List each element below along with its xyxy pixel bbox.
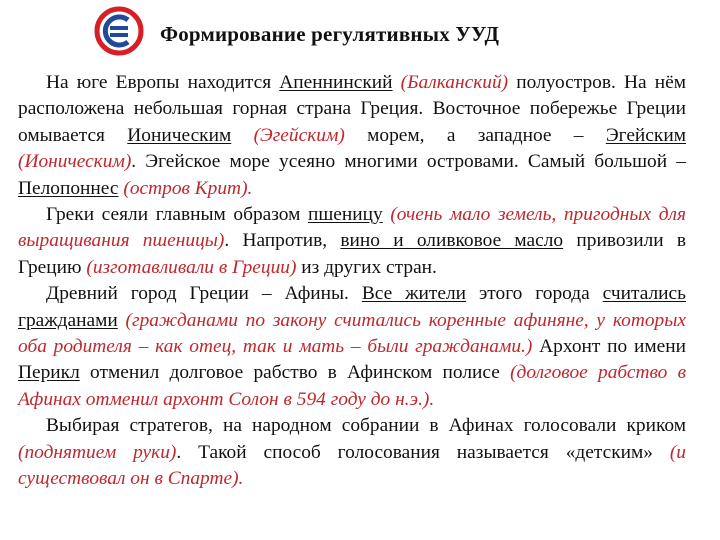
answer-text: (Балканский) [400,72,509,93]
text-segment: На юге Европы находится [46,72,280,93]
answer-text: (долговое рабство в Афинах отменил архонт Солон в 594 году до н.э.). [18,362,687,410]
answer-text: (и существовал он в Спарте). [18,441,686,490]
answer-text: (изготавливали в Греции) [86,256,297,278]
underlined-term: считались гражданами [18,283,687,331]
text-segment: отменил долговое рабство в Афинском полисе [79,362,511,384]
answer-text: (Ионическим) [18,151,132,173]
underlined-term: пшеницу [307,204,383,226]
underlined-term: Все жители [361,283,467,305]
text-segment: . Эгейское море усеяно многими островами. Самый большой – [131,151,686,173]
page-title: Формирование регулятивных УУД [160,22,500,46]
paragraph-3 [18,281,686,413]
text-segment: привозили в Грецию [18,230,687,278]
text-segment: . Такой способ голосования называется «детским» [176,441,670,463]
text-segment [231,125,253,146]
underlined-term: вино и оливковое масло [340,230,564,252]
text-segment: . Напротив, [224,230,341,252]
text-segment: этого города [466,283,603,305]
answer-text: (поднятием руки) [18,441,177,463]
underlined-term: Апеннинский [279,72,393,93]
underlined-term: Эгейским [605,124,686,146]
text-segment: из других стран. [296,256,437,278]
text-segment: Греки сеяли главным образом [46,204,308,226]
underlined-term: Пелопоннес [18,177,119,199]
logo-icon [94,6,144,56]
text-segment [393,72,401,93]
text-segment: Выбирая стратегов, на народном собрании в Афинах голосовали криком [46,415,686,437]
text-segment: Древний город Греции – Афины. [46,283,362,305]
paragraph-2 [18,202,686,281]
paragraph-1 [18,70,686,202]
underlined-term: Перикл [18,362,80,384]
text-segment [118,310,126,331]
answer-text: (Эгейским) [253,124,345,146]
text-segment: Архонт по имени [532,336,687,358]
underlined-term: Ионическим [127,124,232,146]
answer-text: (гражданами по закону считались коренные афиняне, у которых оба родителя – как отец, так и мать – были гражданами.) [18,309,686,358]
text-segment: морем, а западное – [344,124,606,146]
paragraph-4 [18,413,686,492]
text-body [18,70,686,493]
answer-text: (остров Крит). [123,177,253,199]
answer-text: (очень мало земель, пригодных для выращивания пшеницы) [18,204,686,252]
text-segment: полуостров. На нём расположена небольшая горная страна Греция. Восточное побережье Греции омывается [18,72,686,146]
